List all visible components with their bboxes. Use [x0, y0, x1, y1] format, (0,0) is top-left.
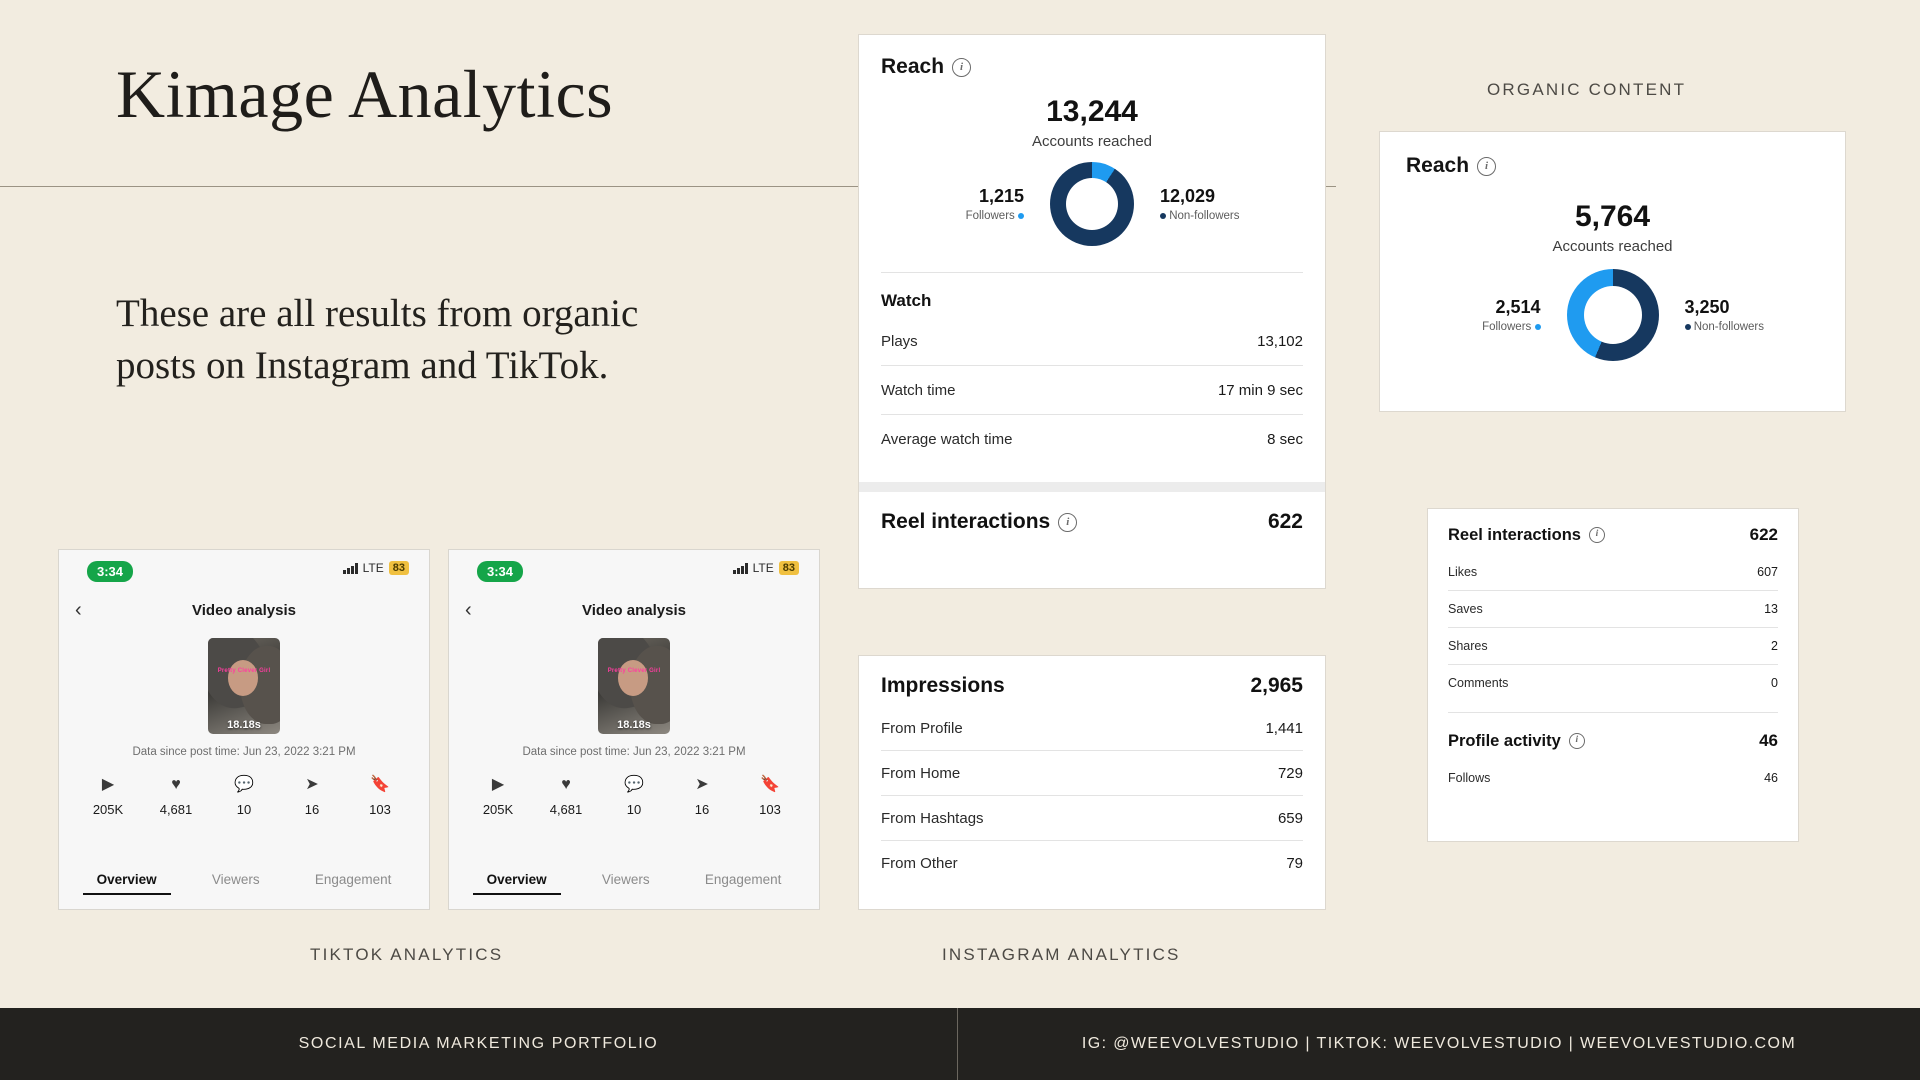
row-label: Likes: [1448, 565, 1478, 579]
non-followers-label: [1685, 321, 1777, 333]
followers-stat: [1449, 297, 1541, 333]
thumbnail-overlay-text: Pretty Clever Girl: [217, 668, 271, 674]
impressions-row-home: [881, 765, 1303, 782]
battery-badge: 83: [389, 561, 409, 575]
info-icon[interactable]: i: [952, 58, 971, 77]
reach-donut-chart: [1050, 162, 1134, 246]
status-bar: [59, 550, 429, 592]
network-label: LTE: [362, 561, 384, 575]
row-value: 13: [1764, 602, 1778, 616]
data-since-label: Data since post time: Jun 23, 2022 3:21 PM: [522, 746, 746, 758]
metric-comments: [603, 774, 665, 817]
row-label: From Home: [881, 765, 961, 782]
metric-value: 205K: [482, 802, 514, 817]
row-label: Comments: [1448, 676, 1509, 690]
row-divider: [1448, 590, 1778, 591]
tab-engagement[interactable]: Engagement: [704, 872, 782, 887]
row-label: Follows: [1448, 771, 1491, 785]
card-section-gap: [859, 482, 1325, 492]
metric-saves: [739, 774, 801, 817]
slide-subtitle: These are all results from organic posts on Instagram and TikTok.: [116, 292, 639, 387]
non-followers-stat: [1685, 297, 1777, 333]
signal-bars-icon: [343, 563, 358, 574]
metric-value: 10: [626, 802, 642, 817]
signal-bars-icon: [733, 563, 748, 574]
organic-reach-donut-chart: [1567, 269, 1659, 361]
metric-value: 16: [694, 802, 710, 817]
row-label: Watch time: [881, 382, 956, 399]
metrics-row: [467, 774, 801, 817]
tab-overview[interactable]: Overview: [487, 872, 547, 895]
instagram-impressions-card: [858, 655, 1326, 910]
play-icon: ▶: [491, 776, 505, 793]
caption-organic-content: ORGANIC CONTENT: [1487, 80, 1687, 99]
bookmark-icon: 🔖: [760, 776, 780, 793]
tab-overview[interactable]: Overview: [97, 872, 157, 895]
non-followers-label: [1160, 210, 1252, 222]
status-indicators: [733, 561, 799, 575]
comment-icon: 💬: [624, 776, 644, 793]
metric-value: 103: [759, 802, 781, 817]
row-divider: [1448, 664, 1778, 665]
caption-tiktok: TIKTOK ANALYTICS: [310, 945, 504, 964]
organic-reach-total-label: Accounts reached: [1552, 238, 1673, 255]
reach-heading: [881, 55, 1303, 79]
metric-comments: [213, 774, 275, 817]
non-followers-label-text: Non-followers: [1169, 210, 1240, 222]
instagram-insights-card: [858, 34, 1326, 589]
phone-tabs: [59, 872, 429, 895]
row-value: 13,102: [1257, 333, 1303, 350]
heart-icon: ♥: [561, 776, 571, 793]
row-label: Plays: [881, 333, 918, 350]
thumb-shape-c: [618, 660, 648, 696]
impressions-label: Impressions: [881, 674, 1005, 697]
thumbnail-overlay-text: Pretty Clever Girl: [607, 668, 661, 674]
reach-total: 13,244: [1046, 95, 1138, 128]
chevron-left-icon[interactable]: ‹: [465, 599, 472, 621]
info-icon[interactable]: i: [1589, 527, 1605, 543]
impressions-row-profile: [881, 720, 1303, 737]
followers-legend-dot: [1018, 213, 1024, 219]
thumb-shape-c: [228, 660, 258, 696]
row-divider: [881, 365, 1303, 366]
metric-saves: [349, 774, 411, 817]
row-divider: [881, 840, 1303, 841]
bookmark-icon: 🔖: [370, 776, 390, 793]
row-value: 1,441: [1265, 720, 1303, 737]
info-icon[interactable]: i: [1477, 157, 1496, 176]
tab-viewers[interactable]: Viewers: [211, 872, 260, 887]
video-thumbnail[interactable]: [208, 638, 280, 734]
play-icon: ▶: [101, 776, 115, 793]
video-thumbnail[interactable]: [598, 638, 670, 734]
impressions-row-other: [881, 855, 1303, 872]
video-duration: 18.18s: [617, 719, 651, 731]
followers-label: [932, 210, 1024, 222]
followers-value: 2,514: [1495, 297, 1541, 317]
followers-label: [1449, 321, 1541, 333]
non-followers-legend-dot: [1685, 324, 1691, 330]
metric-value: 16: [304, 802, 320, 817]
metric-value: 4,681: [549, 802, 583, 817]
interactions-row-comments: [1448, 676, 1778, 690]
followers-value: 1,215: [978, 186, 1024, 206]
status-time: 3:34: [477, 561, 523, 582]
footer-bar: [0, 1008, 1920, 1080]
organic-reach-heading-label: Reach: [1406, 154, 1470, 177]
reel-interactions-value: 622: [1749, 525, 1778, 544]
caption-instagram: INSTAGRAM ANALYTICS: [942, 945, 1181, 964]
status-bar: [449, 550, 819, 592]
impressions-row-hashtags: [881, 810, 1303, 827]
non-followers-value: 3,250: [1684, 297, 1730, 317]
reel-interactions-header: [881, 510, 1303, 534]
phone-tabs: [449, 872, 819, 895]
row-value: 8 sec: [1267, 431, 1303, 448]
organic-reach-breakdown: [1406, 269, 1819, 361]
row-value: 0: [1771, 676, 1778, 690]
tab-viewers[interactable]: Viewers: [601, 872, 650, 887]
row-divider: [1448, 627, 1778, 628]
row-divider: [881, 750, 1303, 751]
metric-value: 4,681: [159, 802, 193, 817]
tab-engagement[interactable]: Engagement: [314, 872, 392, 887]
row-value: 2: [1771, 639, 1778, 653]
followers-legend-dot: [1535, 324, 1541, 330]
reel-interactions-header: [1448, 525, 1778, 545]
network-label: LTE: [752, 561, 774, 575]
row-value: 46: [1764, 771, 1778, 785]
screen-title: Video analysis: [582, 602, 686, 619]
metric-value: 205K: [92, 802, 124, 817]
watch-heading: Watch: [881, 291, 932, 310]
non-followers-stat: [1160, 186, 1252, 222]
tiktok-phone-screenshot-1: [58, 549, 430, 910]
metric-plays: [467, 774, 529, 817]
profile-activity-label: Profile activity: [1448, 731, 1561, 750]
interactions-row-likes: [1448, 565, 1778, 579]
status-indicators: [343, 561, 409, 575]
organic-reach-heading: [1406, 154, 1819, 178]
share-icon: ➤: [305, 776, 319, 793]
row-label: Average watch time: [881, 431, 1013, 448]
non-followers-value: 12,029: [1160, 186, 1216, 206]
impressions-value: 2,965: [1250, 674, 1303, 697]
followers-label-text: Followers: [965, 210, 1015, 222]
watch-row-watch-time: [881, 382, 1303, 399]
organic-interactions-card: [1427, 508, 1799, 842]
heart-icon: ♥: [171, 776, 181, 793]
watch-row-avg-watch-time: [881, 431, 1303, 448]
metric-shares: [671, 774, 733, 817]
reach-breakdown: [881, 162, 1303, 246]
metric-shares: [281, 774, 343, 817]
video-duration: 18.18s: [227, 719, 261, 731]
row-value: 17 min 9 sec: [1217, 382, 1303, 399]
tiktok-phone-screenshot-2: [448, 549, 820, 910]
interactions-row-shares: [1448, 639, 1778, 653]
followers-stat: [932, 186, 1024, 222]
metric-value: 103: [369, 802, 391, 817]
info-icon[interactable]: i: [1058, 513, 1077, 532]
reel-interactions-label: Reel interactions: [1448, 525, 1581, 544]
non-followers-label-text: Non-followers: [1693, 321, 1765, 333]
interactions-row-saves: [1448, 602, 1778, 616]
battery-badge: 83: [779, 561, 799, 575]
metric-likes: [535, 774, 597, 817]
status-time: 3:34: [87, 561, 133, 582]
reach-total-label: Accounts reached: [1031, 133, 1153, 150]
share-icon: ➤: [695, 776, 709, 793]
reach-heading-label: Reach: [881, 55, 945, 78]
row-label: From Profile: [881, 720, 963, 737]
profile-activity-row-follows: [1448, 771, 1778, 785]
row-label: From Hashtags: [881, 810, 984, 827]
row-value: 659: [1277, 810, 1303, 827]
footer-left-text: SOCIAL MEDIA MARKETING PORTFOLIO: [298, 1035, 659, 1052]
reel-interactions-label: Reel interactions: [881, 510, 1051, 533]
row-divider: [881, 795, 1303, 796]
profile-activity-header: [1448, 731, 1778, 751]
followers-label-text: Followers: [1482, 321, 1532, 333]
organic-reach-card: [1379, 131, 1846, 412]
watch-row-plays: [881, 333, 1303, 350]
page-title: Kimage Analytics: [116, 56, 614, 132]
row-value: 79: [1286, 855, 1303, 872]
reel-interactions-value: 622: [1267, 510, 1303, 533]
profile-activity-value: 46: [1759, 731, 1778, 750]
row-label: From Other: [881, 855, 958, 872]
row-value: 729: [1277, 765, 1303, 782]
metric-value: 10: [236, 802, 252, 817]
non-followers-legend-dot: [1160, 213, 1166, 219]
data-since-label: Data since post time: Jun 23, 2022 3:21 PM: [132, 746, 356, 758]
comment-icon: 💬: [234, 776, 254, 793]
row-divider: [881, 414, 1303, 415]
row-label: Shares: [1448, 639, 1488, 653]
organic-reach-total: 5,764: [1574, 200, 1651, 233]
metric-likes: [145, 774, 207, 817]
metrics-row: [77, 774, 411, 817]
row-value: 607: [1757, 565, 1778, 579]
footer-right-text: IG: @WEEVOLVESTUDIO | TIKTOK: WEEVOLVESTUDIO | WEEVOLVESTUDIO.COM: [1081, 1035, 1797, 1052]
screen-title: Video analysis: [192, 602, 296, 619]
impressions-header: [881, 674, 1303, 698]
metric-plays: [77, 774, 139, 817]
row-label: Saves: [1448, 602, 1483, 616]
info-icon[interactable]: i: [1569, 733, 1585, 749]
chevron-left-icon[interactable]: ‹: [75, 599, 82, 621]
